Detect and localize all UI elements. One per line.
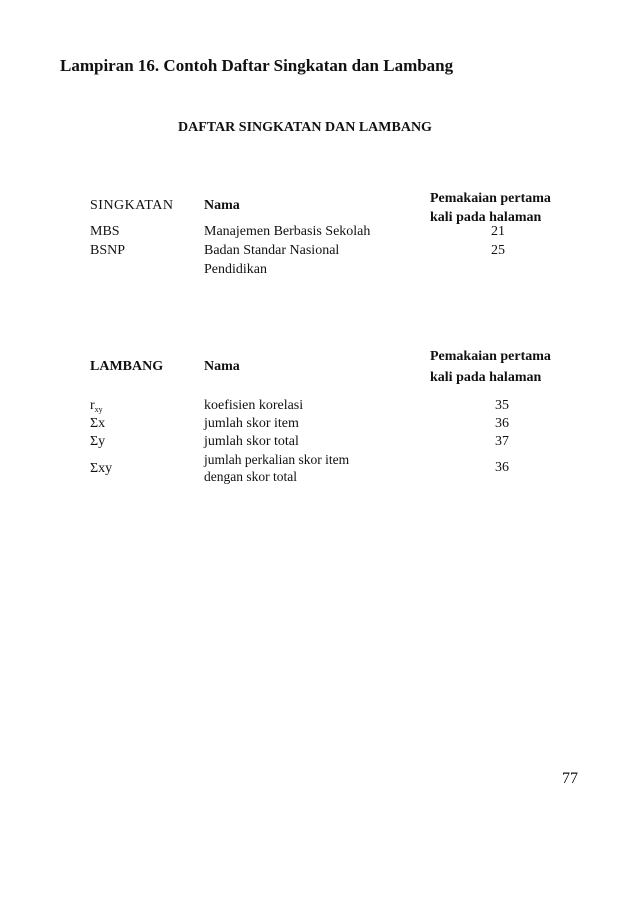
usage-header-line2: kali pada halaman [430,370,542,385]
page-number: 77 [562,770,578,787]
symbol-text: Σy [90,434,106,449]
symbol-name: jumlah skor item [204,416,299,431]
symbol-page: 35 [495,398,509,413]
symbol-column-header: LAMBANG [90,359,164,374]
usage-header-line2: kali pada halaman [430,210,542,225]
abbreviation-name: Badan Standar Nasional [204,243,340,258]
symbol-usage-column-header [430,346,551,388]
symbol-name-column-header: Nama [204,359,240,374]
symbol-page: 37 [495,434,509,449]
abbreviation-code: BSNP [90,243,126,258]
abbreviation-page: 25 [491,243,505,258]
symbol-text: Σx [90,416,106,431]
page-heading: Lampiran 16. Contoh Daftar Singkatan dan Lambang [60,56,454,75]
abbreviation-column-header: SINGKATAN [90,198,174,213]
abbreviation-usage-column-header [430,189,551,227]
symbol-name: koefisien korelasi [204,398,304,413]
usage-header-line1: Pemakaian pertama [430,349,551,364]
usage-header-line1: Pemakaian pertama [430,191,551,206]
abbreviation-name-continued: Pendidikan [204,262,267,277]
abbreviation-page: 21 [491,224,505,239]
abbreviation-name-column-header: Nama [204,198,240,213]
symbol-name: jumlah perkalian skor item [204,452,350,467]
symbol-text: r [90,398,95,413]
abbreviation-code: MBS [90,224,120,239]
symbol-page: 36 [495,460,509,475]
list-title: DAFTAR SINGKATAN DAN LAMBANG [178,120,432,135]
symbol-name-continued: dengan skor total [204,469,297,484]
symbol-subscript: xy [94,405,103,414]
symbol-cell [90,398,103,414]
abbreviation-name: Manajemen Berbasis Sekolah [204,224,371,239]
symbol-page: 36 [495,416,509,431]
symbol-text: Σxy [90,461,113,476]
symbol-name: jumlah skor total [204,434,299,449]
